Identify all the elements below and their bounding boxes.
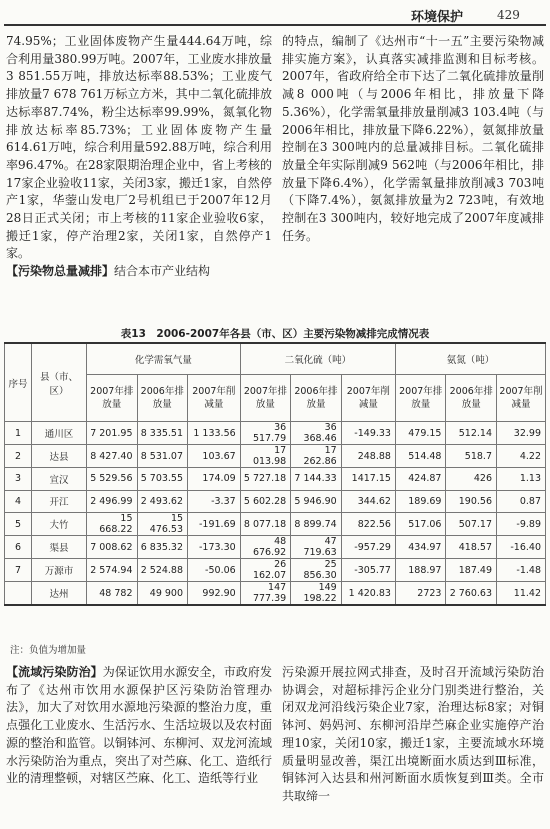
section-lead-watershed: 【流域污染防治】 [6,665,103,679]
cell-value: 48 782 [87,582,138,606]
cell-value: 507.17 [446,513,497,536]
cell-value: 2 760.63 [446,582,497,606]
cell-area: 开江 [32,490,87,513]
cell-value: 147 777.39 [240,582,291,606]
cell-no: 5 [5,513,32,536]
cell-no: 3 [5,468,32,491]
cell-value: 2 524.88 [137,559,188,582]
table-note: 注：负值为增加量 [10,645,87,656]
cell-value: 8 899.74 [291,513,342,536]
cell-value: -191.69 [188,513,241,536]
cell-no: 7 [5,559,32,582]
cell-value: 36 368.46 [291,422,342,445]
table-row [5,422,546,445]
cell-value: 7 201.95 [87,422,138,445]
cell-no: 4 [5,490,32,513]
cell-value: -957.29 [341,536,395,559]
paragraph-industry-pollution: 74.95%；工业固体废物产生量444.64万吨，综合利用量380.99万吨。2007年，工业废水排放量3 851.55万吨，排放达标率88.53%；工业废气排放量7 678 761万标立方米，其中二氧化硫排放达标率87.74%，粉尘达标率99.99%，氮氧化物排放达标率85.73%；工业固体废物产生量614.61万吨，综合利用量592.88万吨，综合利用率96.47%。在28家限期治理企业中，省上考核的17家企业验收11家，关闭3家，搬迁1家，自然停产1家，华蓥山发电厂2号机组已于2007年12月28日正式关闭；市上考核的11家企业验收6家，搬迁1家，停产治理2家，关闭1家，自然停产1家。 [6,34,272,261]
cell-value: -149.33 [341,422,395,445]
cell-value: 26 162.07 [240,559,291,582]
paragraph-watershed-cont: 污染源开展拉网式排查，及时召开流域污染防治协调会，对超标排污企业分门别类进行整治，关闭双龙河沿线污染企业7家，治理达标8家；对铜钵河、妈妈河、东柳河沿岸苎麻企业实施停产治理10家，关闭10家，搬迁1家，主要流域水环境质量明显改善，渠江出境断面水质达到Ⅲ标准，铜钵河入达县和州河断面水质恢复到Ⅲ类。全市共取缔一 [282,665,544,803]
cell-value: 17 013.98 [240,445,291,468]
cell-no: 2 [5,445,32,468]
table-row [5,490,546,513]
cell-value: 174.09 [188,468,241,491]
cell-value: 2 574.94 [87,559,138,582]
cell-value: 49 900 [137,582,188,606]
cell-value: 512.14 [446,422,497,445]
paragraph-emission-reduction-start [6,263,272,281]
cell-no [5,582,32,606]
cell-value: 517.06 [395,513,446,536]
cell-value: 15 476.53 [137,513,188,536]
table-row [5,582,546,606]
cell-area: 大竹 [32,513,87,536]
cell-value: 1417.15 [341,468,395,491]
page-header [0,0,550,24]
cell-area: 万源市 [32,559,87,582]
cell-value: -3.37 [188,490,241,513]
cell-value: 518.7 [446,445,497,468]
cell-value: 149 198.22 [291,582,342,606]
column-left-bottom [6,664,272,788]
cell-value: -9.89 [497,513,546,536]
subheader-cell: 2007年排放量 [395,375,446,422]
cell-value: 434.97 [395,536,446,559]
paragraph-text: 结合本市产业结构 [114,264,211,279]
subheader-cell: 2007年排放量 [240,375,291,422]
cell-value: 2723 [395,582,446,606]
cell-value: 5 703.55 [137,468,188,491]
cell-value: -1.48 [497,559,546,582]
cell-value: 1.13 [497,468,546,491]
page-number: 429 [497,8,520,22]
cell-value: 1 133.56 [188,422,241,445]
cell-value: 479.15 [395,422,446,445]
cell-value: 5 727.18 [240,468,291,491]
cell-value: 424.87 [395,468,446,491]
column-right-top [282,33,544,245]
table-row [5,536,546,559]
table-row [5,559,546,582]
table-title: 表13 2006-2007年各县（市、区）主要污染物减排完成情况表 [120,328,430,340]
cell-value: 8 531.07 [137,445,188,468]
cell-value: 514.48 [395,445,446,468]
cell-value: -16.40 [497,536,546,559]
cell-value: 418.57 [446,536,497,559]
cell-value: 188.97 [395,559,446,582]
cell-value: 5 529.56 [87,468,138,491]
cell-value: 2 496.99 [87,490,138,513]
cell-value: 47 719.63 [291,536,342,559]
subheader-cell: 2007年削减量 [497,375,546,422]
cell-value: 32.99 [497,422,546,445]
subheader-cell: 2006年排放量 [137,375,188,422]
cell-value: 17 262.86 [291,445,342,468]
cell-value: 7 008.62 [87,536,138,559]
cell-value: 11.42 [497,582,546,606]
cell-value: 48 676.92 [240,536,291,559]
section-title: 环境保护 [411,10,464,25]
cell-value: 1 420.83 [341,582,395,606]
cell-value: 5 946.90 [291,490,342,513]
cell-area: 通川区 [32,422,87,445]
cell-area: 达县 [32,445,87,468]
cell-value: 8 335.51 [137,422,188,445]
header-area: 县（市、区） [32,343,87,422]
cell-no: 6 [5,536,32,559]
column-left-top [6,33,272,281]
cell-value: 8 427.40 [87,445,138,468]
header-group-so2: 二氧化硫（吨） [240,343,395,375]
cell-area: 渠县 [32,536,87,559]
cell-area: 宣汉 [32,468,87,491]
cell-value: 189.69 [395,490,446,513]
header-rule [4,24,546,26]
cell-value: -305.77 [341,559,395,582]
cell-value: -50.06 [188,559,241,582]
subheader-cell: 2006年排放量 [446,375,497,422]
paragraph-emission-reduction: 的特点，编制了《达州市“十一五”主要污染物减排实施方案》，认真落实减排监测和目标考核。2007年，省政府给全市下达了二氧化硫排放量削减8 000吨（与2006年相比，排放量下降5.36%），化学需氧量排放量削减3 103.4吨（与2006年相比，排放量下降6.22%），氨氮排放量控制在3 300吨内的总量减排目标。二氧化硫排放量全年实际削减9 562吨（与2006年相比，排放量下降6.4%），化学需氧量排放削减3 703吨（下降7.4%），氨氮排放量为2 723吨，有效地控制在3 300吨内，较好地完成了2007年度减排任务。 [282,34,544,243]
header-no: 序号 [5,343,32,422]
cell-value: 187.49 [446,559,497,582]
column-right-bottom [282,664,544,806]
paragraph-watershed [6,664,272,788]
cell-value: 15 668.22 [87,513,138,536]
cell-value: 7 144.33 [291,468,342,491]
cell-value: -173.30 [188,536,241,559]
cell-value: 4.22 [497,445,546,468]
table-row [5,513,546,536]
cell-value: 248.88 [341,445,395,468]
cell-value: 426 [446,468,497,491]
cell-value: 8 077.18 [240,513,291,536]
table-row [5,468,546,491]
cell-value: 992.90 [188,582,241,606]
cell-value: 6 835.32 [137,536,188,559]
cell-value: 822.56 [341,513,395,536]
emission-table [4,342,546,606]
cell-value: 103.67 [188,445,241,468]
subheader-cell: 2007年排放量 [87,375,138,422]
cell-area: 达州 [32,582,87,606]
subheader-cell: 2006年排放量 [291,375,342,422]
cell-value: 344.62 [341,490,395,513]
cell-value: 5 602.28 [240,490,291,513]
cell-value: 190.56 [446,490,497,513]
header-group-cod: 化学需氧气量 [87,343,241,375]
table-row [5,445,546,468]
cell-no: 1 [5,422,32,445]
cell-value: 0.87 [497,490,546,513]
subheader-cell: 2007年削减量 [341,375,395,422]
cell-value: 2 493.62 [137,490,188,513]
paragraph-text: 为保证饮用水源安全，市政府发布了《达州市饮用水源保护区污染防治管理办法》，加大了对饮用水源地污染源的整治力度，重点强化工业废水、生活污水、生活垃圾以及农村面源的整治和监管。以铜钵河、东柳河、双龙河流域水污染防治为重点，突出了对苎麻、化工、造纸行业的清理整顿，对辖区苎麻、化工、造纸等行业 [6,665,272,786]
cell-value: 36 517.79 [240,422,291,445]
section-lead-emission: 【污染物总量减排】 [6,264,115,279]
subheader-cell: 2007年削减量 [188,375,241,422]
header-group-nh3n: 氨氮（吨） [395,343,545,375]
cell-value: 25 856.30 [291,559,342,582]
